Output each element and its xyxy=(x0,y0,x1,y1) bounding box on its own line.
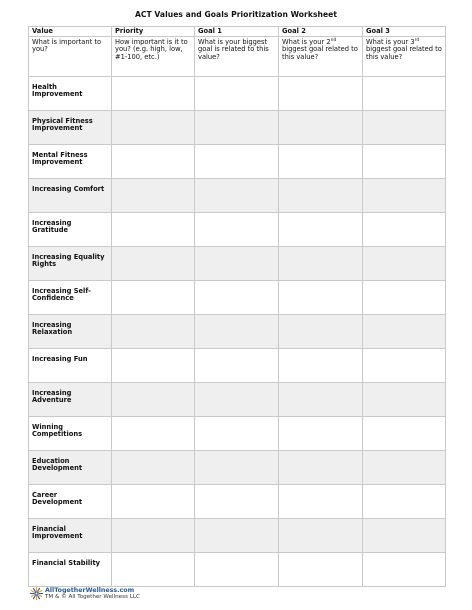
priority-cell[interactable] xyxy=(112,179,195,213)
value-cell: Financial Improvement xyxy=(29,519,112,553)
table-row xyxy=(29,213,446,247)
sunburst-logo-icon xyxy=(30,587,43,600)
value-cell: Education Development xyxy=(29,451,112,485)
footer-text xyxy=(45,587,140,601)
table-row xyxy=(29,485,446,519)
priority-cell[interactable] xyxy=(112,213,195,247)
subheader-goal-3-post: biggest goal related to this value? xyxy=(366,45,442,61)
goal-3-cell[interactable] xyxy=(363,417,446,451)
priority-cell[interactable] xyxy=(112,77,195,111)
table-row xyxy=(29,281,446,315)
header-goal-2: Goal 2 xyxy=(279,27,363,37)
header-row xyxy=(29,27,446,37)
logo-ray xyxy=(38,596,40,599)
priority-cell[interactable] xyxy=(112,383,195,417)
priority-cell[interactable] xyxy=(112,315,195,349)
priority-cell[interactable] xyxy=(112,485,195,519)
priority-cell[interactable] xyxy=(112,349,195,383)
footer-copyright: TM & © All Together Wellness LLC xyxy=(45,594,140,600)
table-row xyxy=(29,145,446,179)
table-row xyxy=(29,315,446,349)
goal-2-cell[interactable] xyxy=(279,485,363,519)
goal-3-cell[interactable] xyxy=(363,485,446,519)
goal-1-cell[interactable] xyxy=(195,145,279,179)
goal-3-cell[interactable] xyxy=(363,213,446,247)
goal-2-cell[interactable] xyxy=(279,349,363,383)
value-cell: Career Development xyxy=(29,485,112,519)
value-cell: Increasing Equality Rights xyxy=(29,247,112,281)
goal-2-cell[interactable] xyxy=(279,145,363,179)
goal-1-cell[interactable] xyxy=(195,315,279,349)
table-row xyxy=(29,179,446,213)
goal-2-cell[interactable] xyxy=(279,519,363,553)
table-row xyxy=(29,247,446,281)
subheader-goal-2 xyxy=(279,37,363,77)
goal-3-cell[interactable] xyxy=(363,247,446,281)
value-rows xyxy=(29,77,446,587)
priority-cell[interactable] xyxy=(112,111,195,145)
goal-1-cell[interactable] xyxy=(195,111,279,145)
header-goal-1: Goal 1 xyxy=(195,27,279,37)
table-row xyxy=(29,417,446,451)
table-row xyxy=(29,451,446,485)
table-row xyxy=(29,111,446,145)
goal-2-cell[interactable] xyxy=(279,247,363,281)
value-cell: Health Improvement xyxy=(29,77,112,111)
goal-3-cell[interactable] xyxy=(363,281,446,315)
subheader-goal-2-sup: nd xyxy=(330,37,337,43)
goal-2-cell[interactable] xyxy=(279,417,363,451)
value-cell: Increasing Gratitude xyxy=(29,213,112,247)
goal-3-cell[interactable] xyxy=(363,383,446,417)
logo-ray xyxy=(31,595,34,597)
logo-ray xyxy=(39,591,42,593)
value-cell: Increasing Fun xyxy=(29,349,112,383)
table-row xyxy=(29,349,446,383)
goal-1-cell[interactable] xyxy=(195,77,279,111)
goal-2-cell[interactable] xyxy=(279,111,363,145)
goal-1-cell[interactable] xyxy=(195,519,279,553)
goal-3-cell[interactable] xyxy=(363,553,446,587)
goal-3-cell[interactable] xyxy=(363,451,446,485)
value-cell: Mental Fitness Improvement xyxy=(29,145,112,179)
worksheet-table xyxy=(28,26,446,587)
table-row xyxy=(29,77,446,111)
subheader-priority: How important is it to you? (e.g. high, low, #1-100, etc.) xyxy=(112,37,195,77)
page-title: ACT Values and Goals Prioritization Worksheet xyxy=(134,10,338,19)
goal-3-cell[interactable] xyxy=(363,519,446,553)
value-cell: Increasing Self-Confidence xyxy=(29,281,112,315)
subheader-value: What is important to you? xyxy=(29,37,112,77)
subheader-goal-3-sup: rd xyxy=(414,37,420,43)
goal-3-cell[interactable] xyxy=(363,77,446,111)
priority-cell[interactable] xyxy=(112,417,195,451)
subheader-goal-1: What is your biggest goal is related to this value? xyxy=(195,37,279,77)
header-priority: Priority xyxy=(112,27,195,37)
goal-2-cell[interactable] xyxy=(279,315,363,349)
goal-3-cell[interactable] xyxy=(363,315,446,349)
goal-1-cell[interactable] xyxy=(195,213,279,247)
goal-2-cell[interactable] xyxy=(279,213,363,247)
goal-3-cell[interactable] xyxy=(363,179,446,213)
goal-2-cell[interactable] xyxy=(279,281,363,315)
priority-cell[interactable] xyxy=(112,519,195,553)
goal-2-cell[interactable] xyxy=(279,553,363,587)
header-value: Value xyxy=(29,27,112,37)
table-row xyxy=(29,383,446,417)
priority-cell[interactable] xyxy=(112,145,195,179)
logo-ray xyxy=(31,591,34,593)
footer-site-link[interactable]: AllTogetherWellness.com xyxy=(45,587,135,594)
goal-1-cell[interactable] xyxy=(195,451,279,485)
goal-1-cell[interactable] xyxy=(195,349,279,383)
table-row xyxy=(29,553,446,587)
header-goal-3: Goal 3 xyxy=(363,27,446,37)
priority-cell[interactable] xyxy=(112,281,195,315)
subheader-row xyxy=(29,37,446,77)
logo-ray xyxy=(39,595,42,597)
value-cell: Physical Fitness Improvement xyxy=(29,111,112,145)
goal-1-cell[interactable] xyxy=(195,417,279,451)
goal-3-cell[interactable] xyxy=(363,349,446,383)
goal-2-cell[interactable] xyxy=(279,383,363,417)
value-cell: Financial Stability xyxy=(29,553,112,587)
subheader-goal-3 xyxy=(363,37,446,77)
goal-1-cell[interactable] xyxy=(195,247,279,281)
logo-ray xyxy=(38,588,40,591)
goal-2-cell[interactable] xyxy=(279,77,363,111)
value-cell: Increasing Adventure xyxy=(29,383,112,417)
subheader-goal-2-pre: What is your 2 xyxy=(282,38,331,46)
value-cell: Winning Competitions xyxy=(29,417,112,451)
subheader-goal-2-post: biggest goal related to this value? xyxy=(282,45,358,61)
goal-2-cell[interactable] xyxy=(279,179,363,213)
goal-1-cell[interactable] xyxy=(195,179,279,213)
priority-cell[interactable] xyxy=(112,553,195,587)
goal-2-cell[interactable] xyxy=(279,451,363,485)
goal-3-cell[interactable] xyxy=(363,145,446,179)
goal-1-cell[interactable] xyxy=(195,553,279,587)
priority-cell[interactable] xyxy=(112,247,195,281)
subheader-goal-3-pre: What is your 3 xyxy=(366,38,415,46)
logo-ray xyxy=(34,588,36,591)
value-cell: Increasing Comfort xyxy=(29,179,112,213)
value-cell: Increasing Relaxation xyxy=(29,315,112,349)
logo-ray xyxy=(34,596,36,599)
goal-1-cell[interactable] xyxy=(195,485,279,519)
goal-3-cell[interactable] xyxy=(363,111,446,145)
goal-1-cell[interactable] xyxy=(195,281,279,315)
goal-1-cell[interactable] xyxy=(195,383,279,417)
table-row xyxy=(29,519,446,553)
priority-cell[interactable] xyxy=(112,451,195,485)
